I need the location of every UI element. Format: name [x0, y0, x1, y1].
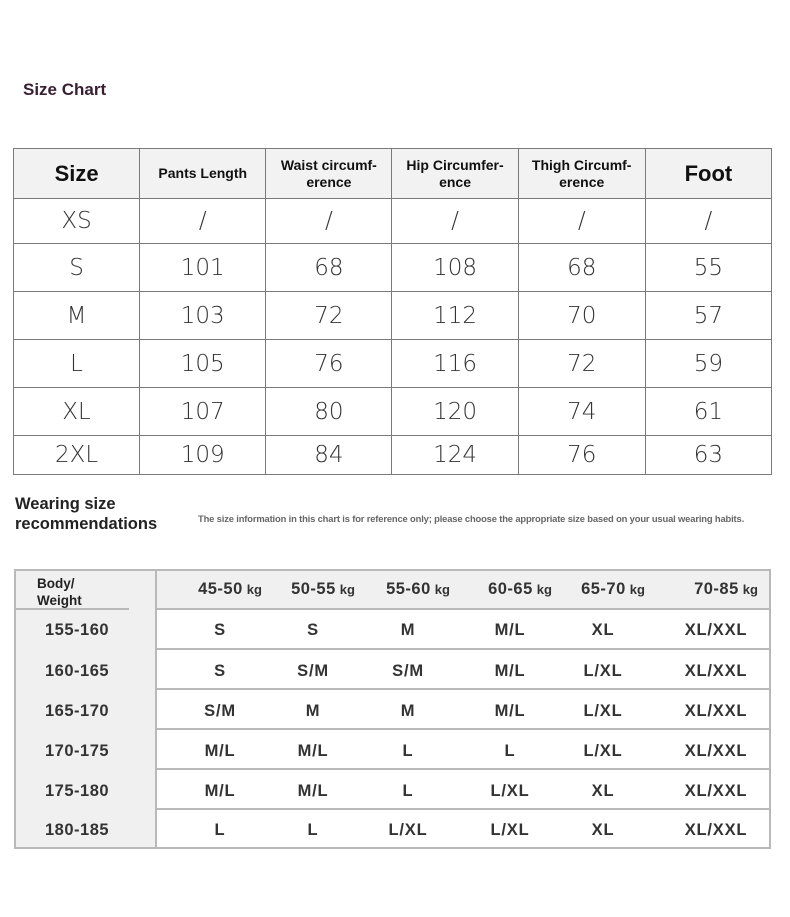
recommended-size-cell: XL: [591, 782, 615, 800]
weight-range: 65-70: [581, 580, 626, 598]
recommended-size-cell: M: [305, 702, 321, 720]
recommended-size-cell: S/M: [392, 662, 424, 680]
corner-divider: [16, 608, 129, 610]
foot-cell: 63: [645, 436, 771, 475]
reference-note: The size information in this chart is for reference only; please choose the appropriate size based on your usual wearing habits.: [198, 513, 745, 524]
recommended-size-cell: S: [214, 621, 226, 639]
recommended-size-cell: L: [402, 742, 414, 760]
weight-range: 45-50: [198, 580, 243, 598]
weight-unit: kg: [246, 582, 262, 597]
weight-unit: kg: [629, 582, 645, 597]
recommended-size-cell: S: [307, 621, 319, 639]
weight-header-45-50: [198, 580, 262, 599]
weight-unit: kg: [536, 582, 552, 597]
waist-cell: 68: [266, 244, 392, 292]
wearing-title-line1: Wearing size: [15, 495, 116, 513]
thigh-cell: 74: [518, 388, 645, 436]
recommended-size-cell: L/XL: [388, 821, 428, 839]
hip-cell: 124: [392, 436, 518, 475]
waist-cell: 80: [266, 388, 392, 436]
pants-length-cell: 103: [140, 292, 266, 340]
recommended-size-cell: L/XL: [583, 742, 623, 760]
recommended-size-cell: M/L: [494, 662, 526, 680]
recommended-size-cell: M/L: [297, 782, 329, 800]
weight-range: 55-60: [386, 580, 431, 598]
corner-label-body: Body/: [37, 576, 75, 591]
table-row: [14, 436, 772, 475]
weight-header-65-70: [581, 580, 645, 599]
foot-cell: 59: [645, 340, 771, 388]
wearing-size-heading: [15, 494, 157, 534]
recommended-size-cell: XL: [591, 821, 615, 839]
weight-header-60-65: [488, 580, 552, 599]
height-label: 160-165: [45, 662, 110, 680]
recommended-size-cell: M/L: [494, 621, 526, 639]
recommended-size-cell: L: [214, 821, 226, 839]
header-foot: Foot: [645, 149, 771, 199]
hip-cell: 112: [392, 292, 518, 340]
table-row: [14, 340, 772, 388]
recommended-size-cell: XL: [591, 621, 615, 639]
recommended-size-cell: M/L: [494, 702, 526, 720]
wearing-title-line2: recommendations: [15, 515, 158, 533]
recommended-size-cell: S: [214, 662, 226, 680]
recommended-size-cell: M: [400, 621, 416, 639]
recommended-size-cell: L/XL: [583, 702, 623, 720]
recommended-size-cell: L: [402, 782, 414, 800]
size-cell: L: [14, 340, 140, 388]
waist-cell: 72: [266, 292, 392, 340]
size-cell: 2XL: [14, 436, 140, 475]
page-title: Size Chart: [23, 80, 107, 99]
recommended-size-cell: L: [504, 742, 516, 760]
row-divider: [157, 768, 769, 770]
thigh-cell: 70: [518, 292, 645, 340]
height-label: 155-160: [45, 621, 110, 639]
weight-range: 60-65: [488, 580, 533, 598]
waist-cell: 84: [266, 436, 392, 475]
header-thigh: Thigh Circumf- erence: [518, 149, 645, 199]
table-row: [14, 244, 772, 292]
header-size: Size: [14, 149, 140, 199]
header-hip: Hip Circumfer- ence: [392, 149, 518, 199]
height-label: 180-185: [45, 821, 110, 839]
foot-cell: 55: [645, 244, 771, 292]
table-row: [14, 199, 772, 244]
height-label: 175-180: [45, 782, 110, 800]
hip-cell: 116: [392, 340, 518, 388]
size-chart-table: [13, 148, 772, 475]
row-divider: [157, 808, 769, 810]
row-divider: [157, 728, 769, 730]
height-label: 165-170: [45, 702, 110, 720]
pants-length-cell: 109: [140, 436, 266, 475]
header-waist: Waist circumf- erence: [266, 149, 392, 199]
size-cell: M: [14, 292, 140, 340]
weight-header-50-55: [291, 580, 355, 599]
recommended-size-cell: M/L: [204, 782, 236, 800]
foot-cell: 57: [645, 292, 771, 340]
row-divider: [157, 608, 769, 610]
recommended-size-cell: S/M: [204, 702, 236, 720]
hip-cell: /: [392, 199, 518, 244]
recommended-size-cell: L/XL: [583, 662, 623, 680]
pants-length-cell: 101: [140, 244, 266, 292]
weight-recommendation-table: [14, 569, 771, 849]
recommended-size-cell: L/XL: [490, 782, 530, 800]
recommended-size-cell: XL/XXL: [684, 742, 748, 760]
weight-unit: kg: [434, 582, 450, 597]
recommended-size-cell: XL/XXL: [684, 782, 748, 800]
recommended-size-cell: XL/XXL: [684, 621, 748, 639]
recommended-size-cell: XL/XXL: [684, 662, 748, 680]
weight-range: 50-55: [291, 580, 336, 598]
hip-cell: 120: [392, 388, 518, 436]
size-cell: S: [14, 244, 140, 292]
recommended-size-cell: M: [400, 702, 416, 720]
recommended-size-cell: XL/XXL: [684, 821, 748, 839]
thigh-cell: 72: [518, 340, 645, 388]
foot-cell: 61: [645, 388, 771, 436]
thigh-cell: /: [518, 199, 645, 244]
hip-cell: 108: [392, 244, 518, 292]
recommended-size-cell: XL/XXL: [684, 702, 748, 720]
recommended-size-cell: L: [307, 821, 319, 839]
size-cell: XS: [14, 199, 140, 244]
weight-range: 70-85: [694, 580, 739, 598]
table-row: [14, 388, 772, 436]
recommended-size-cell: S/M: [297, 662, 329, 680]
weight-unit: kg: [339, 582, 355, 597]
recommended-size-cell: M/L: [297, 742, 329, 760]
row-divider: [157, 688, 769, 690]
pants-length-cell: 105: [140, 340, 266, 388]
corner-label-weight: Weight: [37, 593, 82, 608]
waist-cell: /: [266, 199, 392, 244]
waist-cell: 76: [266, 340, 392, 388]
table-row: [14, 292, 772, 340]
weight-unit: kg: [742, 582, 758, 597]
size-cell: XL: [14, 388, 140, 436]
height-label: 170-175: [45, 742, 110, 760]
weight-header-70-85: [694, 580, 758, 599]
recommended-size-cell: M/L: [204, 742, 236, 760]
pants-length-cell: /: [140, 199, 266, 244]
recommended-size-cell: L/XL: [490, 821, 530, 839]
row-divider: [157, 648, 769, 650]
pants-length-cell: 107: [140, 388, 266, 436]
weight-header-55-60: [386, 580, 450, 599]
header-pants-length: Pants Length: [140, 149, 266, 199]
thigh-cell: 68: [518, 244, 645, 292]
thigh-cell: 76: [518, 436, 645, 475]
foot-cell: /: [645, 199, 771, 244]
